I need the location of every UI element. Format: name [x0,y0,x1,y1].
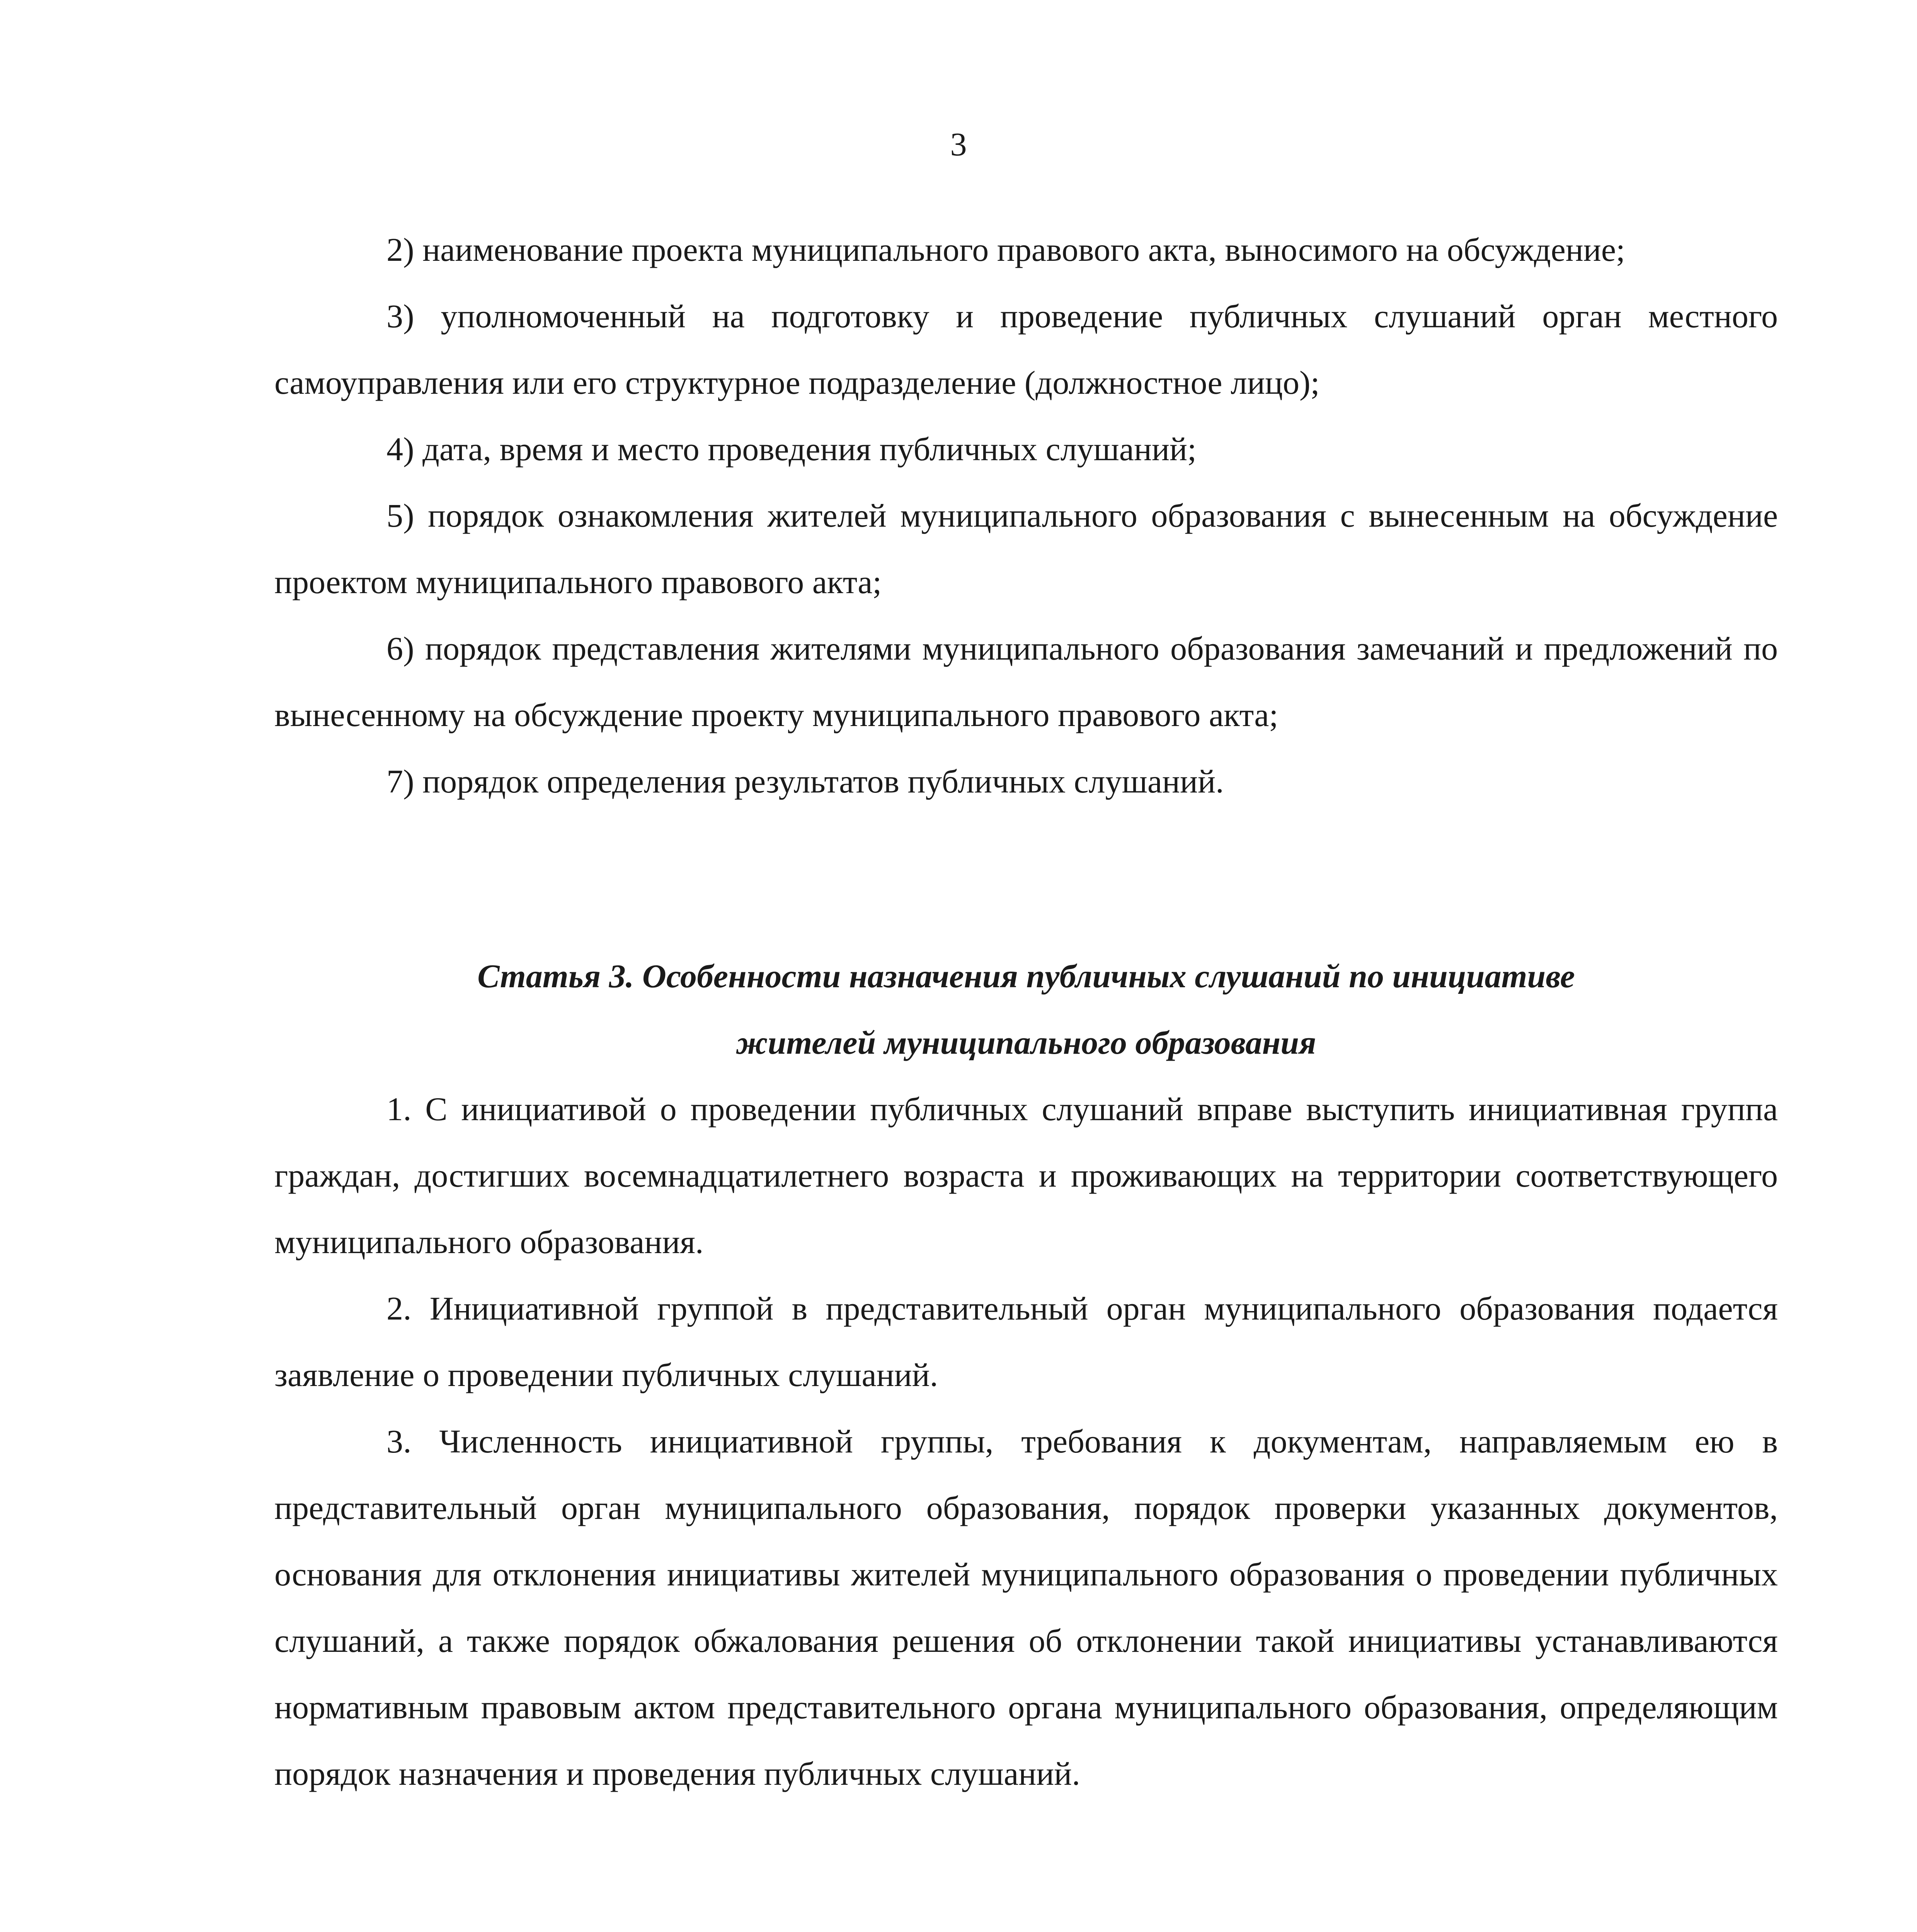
paragraph: 3. Численность инициативной группы, требования к документам, направляемым ею в представительный орган муниципального образования, порядок проверки указанных документов, основания для отклонения инициативы жителей муниципального образования о проведении публичных слушаний, а также порядок обжалования решения об отклонении такой инициативы устанавливаются нормативным правовым актом представительного органа муниципального образования, определяющим порядок назначения и проведения публичных слушаний. [274,1423,1778,1792]
article-3-heading-line-2: жителей муниципального образования [736,1024,1316,1061]
paragraph: 2. Инициативной группой в представительный орган муниципального образования подается заявление о проведении публичных слушаний. [274,1290,1778,1393]
page-number: 3 [950,126,967,163]
list-item: 7) порядок определения результатов публичных слушаний. [386,763,1224,800]
list-item: 4) дата, время и место проведения публичных слушаний; [386,430,1197,468]
article-3-heading-line-1: Статья 3. Особенности назначения публичных слушаний по инициативе [477,957,1575,995]
list-item: 6) порядок представления жителями муниципального образования замечаний и предложений по вынесенному на обсуждение проекту муниципального правового акта; [274,630,1778,733]
list-item: 2) наименование проекта муниципального правового акта, выносимого на обсуждение; [386,231,1625,268]
list-block-1 [274,216,1778,815]
article-3 [274,943,1778,1807]
list-item: 3) уполномоченный на подготовку и проведение публичных слушаний орган местного самоуправления или его структурное подразделение (должностное лицо); [274,298,1778,401]
list-item: 5) порядок ознакомления жителей муниципального образования с вынесенным на обсуждение проектом муниципального правового акта; [274,497,1778,600]
paragraph: 1. С инициативой о проведении публичных слушаний вправе выступить инициативная группа граждан, достигших восемнадцатилетнего возраста и проживающих на территории соответствующего муниципального образования. [274,1090,1778,1260]
